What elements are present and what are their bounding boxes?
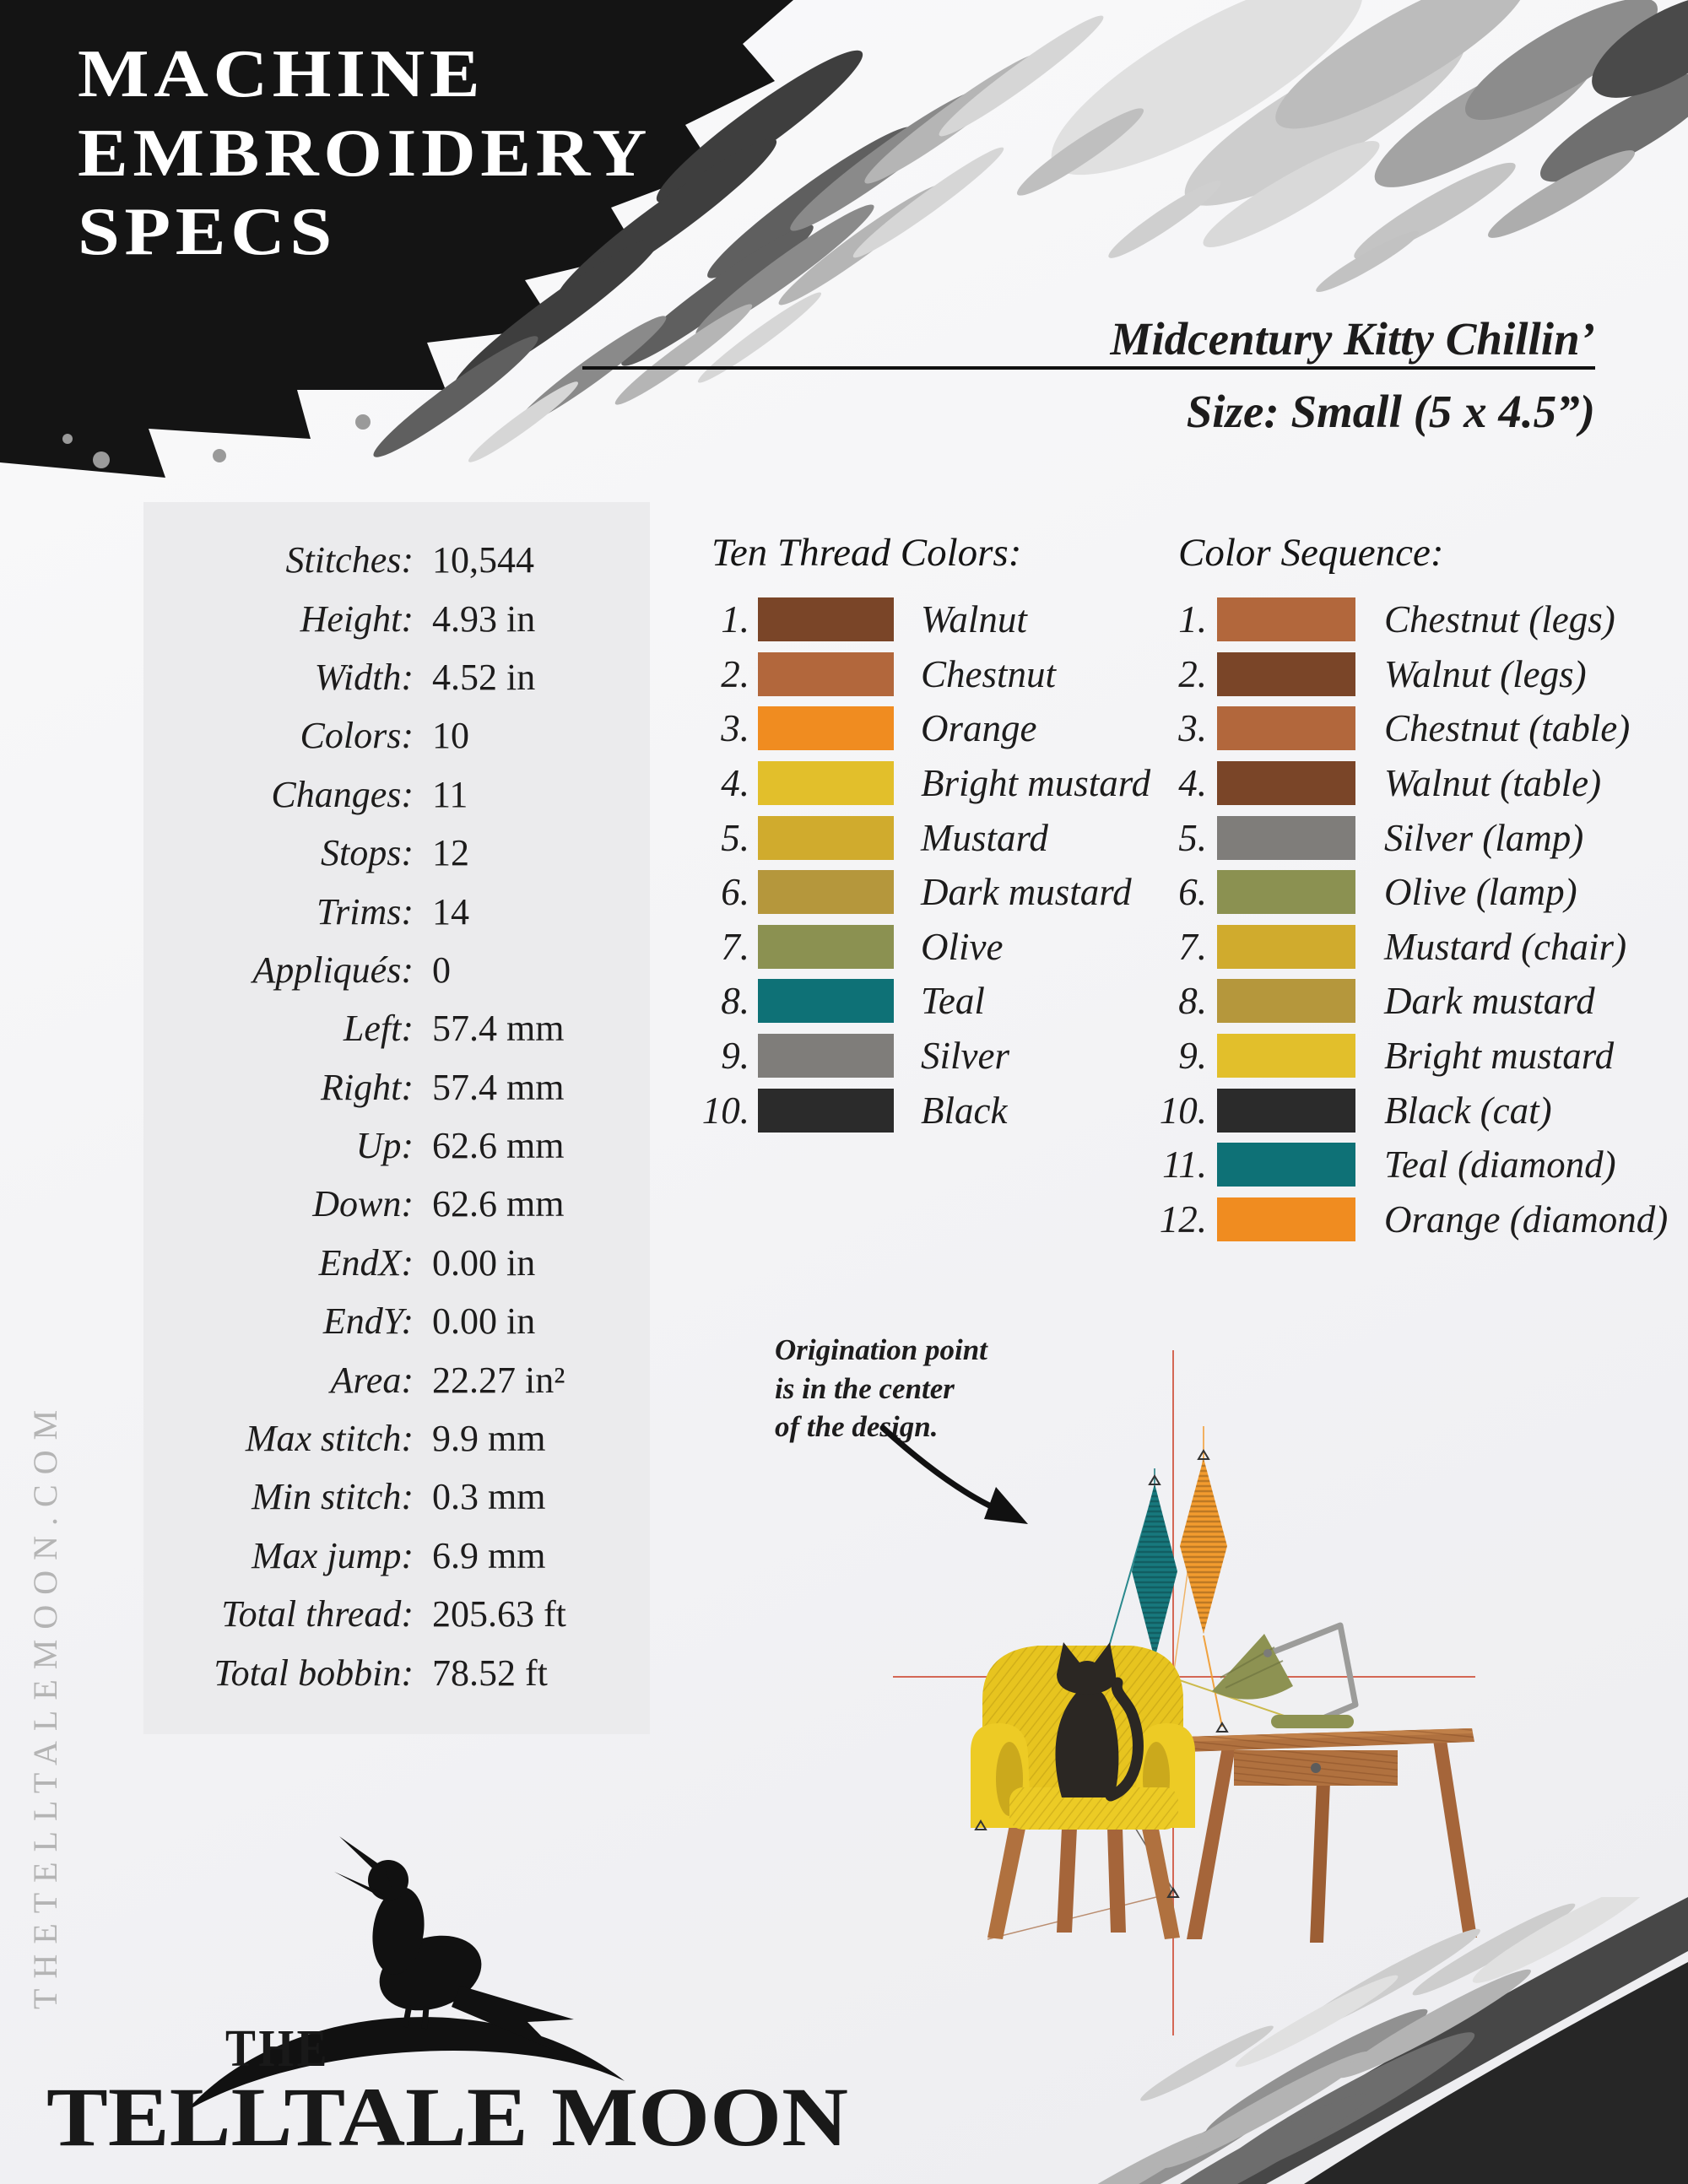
color-row bbox=[692, 756, 1150, 811]
color-swatch bbox=[758, 761, 894, 805]
stat-row bbox=[143, 706, 650, 765]
color-row bbox=[1141, 810, 1668, 865]
stat-value: 6.9 mm bbox=[432, 1534, 546, 1576]
brand-logo bbox=[34, 1831, 878, 2169]
stat-row bbox=[143, 941, 650, 999]
color-row bbox=[692, 647, 1150, 702]
page-title-line-1: MACHINE bbox=[78, 37, 485, 111]
teal-diamond bbox=[1132, 1468, 1177, 1659]
stat-label: Stops: bbox=[321, 832, 414, 874]
stat-value: 62.6 mm bbox=[432, 1183, 565, 1225]
logo-name: TELLTALE MOON bbox=[46, 2070, 849, 2164]
stat-row bbox=[143, 1643, 650, 1701]
color-row-number: 2. bbox=[721, 652, 749, 695]
stat-row bbox=[143, 824, 650, 882]
color-row-number: 6. bbox=[721, 871, 749, 914]
color-row-name: Olive (lamp) bbox=[1384, 871, 1577, 914]
color-swatch bbox=[1217, 1034, 1355, 1078]
stat-label: Stitches: bbox=[285, 539, 414, 581]
color-swatch bbox=[1217, 1197, 1355, 1241]
color-row-name: Bright mustard bbox=[1384, 1035, 1615, 1078]
logo-the: THE bbox=[225, 2020, 330, 2078]
color-swatch bbox=[758, 597, 894, 641]
stat-value: 10,544 bbox=[432, 539, 534, 581]
color-row bbox=[692, 592, 1150, 647]
color-swatch bbox=[1217, 1089, 1355, 1133]
color-row-number: 9. bbox=[721, 1035, 749, 1078]
color-swatch bbox=[1217, 706, 1355, 750]
stat-label: Right: bbox=[321, 1066, 414, 1108]
color-row bbox=[692, 1083, 1150, 1138]
thread-colors-heading: Ten Thread Colors: bbox=[711, 531, 1022, 575]
stat-label: Total thread: bbox=[221, 1593, 414, 1635]
stats-panel bbox=[143, 502, 650, 1734]
stat-value: 14 bbox=[432, 890, 469, 933]
stat-row bbox=[143, 531, 650, 589]
arrow-icon bbox=[883, 1428, 1028, 1524]
stat-row bbox=[143, 765, 650, 824]
stat-value: 62.6 mm bbox=[432, 1125, 565, 1167]
color-row-number: 12. bbox=[1159, 1197, 1207, 1241]
color-row bbox=[692, 810, 1150, 865]
color-swatch bbox=[1217, 979, 1355, 1023]
color-swatch bbox=[758, 1089, 894, 1133]
color-swatch bbox=[1217, 870, 1355, 914]
color-row-name: Walnut bbox=[921, 598, 1027, 641]
stat-row bbox=[143, 1468, 650, 1526]
color-row-name: Teal bbox=[921, 980, 985, 1023]
color-swatch bbox=[1217, 597, 1355, 641]
stat-label: Appliqués: bbox=[252, 949, 414, 991]
stat-label: Trims: bbox=[316, 890, 414, 933]
color-row-name: Orange (diamond) bbox=[1384, 1197, 1669, 1241]
color-row-number: 3. bbox=[1178, 707, 1207, 750]
color-row-name: Olive bbox=[921, 925, 1004, 968]
stat-label: Up: bbox=[355, 1125, 414, 1167]
color-row-number: 10. bbox=[1159, 1089, 1207, 1132]
color-row bbox=[692, 1029, 1150, 1084]
stat-value: 22.27 in² bbox=[432, 1359, 565, 1401]
color-row bbox=[692, 701, 1150, 756]
color-row bbox=[1141, 1029, 1668, 1084]
color-row-name: Black (cat) bbox=[1384, 1089, 1552, 1132]
color-row-number: 2. bbox=[1178, 652, 1207, 695]
stat-value: 12 bbox=[432, 832, 469, 874]
color-swatch bbox=[1217, 652, 1355, 696]
website-vertical-text: THETELLTALEMOON.COM bbox=[26, 1399, 64, 2010]
stat-label: Down: bbox=[312, 1183, 414, 1225]
color-row-name: Chestnut (legs) bbox=[1384, 598, 1615, 641]
color-row-name: Teal (diamond) bbox=[1384, 1143, 1616, 1187]
color-row-name: Mustard bbox=[921, 816, 1048, 859]
color-row bbox=[1141, 974, 1668, 1029]
origination-note-line-2: is in the center bbox=[775, 1371, 955, 1405]
stat-value: 9.9 mm bbox=[432, 1418, 546, 1460]
color-row-number: 7. bbox=[1178, 925, 1207, 968]
color-row-number: 8. bbox=[721, 980, 749, 1023]
color-swatch bbox=[758, 652, 894, 696]
color-row-name: Chestnut (table) bbox=[1384, 707, 1631, 750]
stat-row bbox=[143, 1409, 650, 1468]
stat-value: 205.63 ft bbox=[432, 1593, 566, 1635]
stat-label: EndY: bbox=[322, 1300, 414, 1343]
thread-colors-list bbox=[692, 592, 1150, 1138]
color-row bbox=[1141, 865, 1668, 920]
page-title-line-2: EMBROIDERY bbox=[78, 116, 652, 191]
stat-value: 0 bbox=[432, 949, 451, 991]
origination-note-line-3: of the design. bbox=[775, 1410, 939, 1443]
footer-brush-art bbox=[971, 1897, 1688, 2184]
color-row bbox=[1141, 1083, 1668, 1138]
color-swatch bbox=[758, 979, 894, 1023]
color-row-name: Dark mustard bbox=[1384, 980, 1595, 1023]
stats-list bbox=[143, 531, 650, 1702]
color-swatch bbox=[758, 870, 894, 914]
stat-value: 57.4 mm bbox=[432, 1066, 565, 1108]
color-row-number: 7. bbox=[721, 925, 749, 968]
stat-label: Area: bbox=[330, 1359, 414, 1401]
stat-value: 10 bbox=[432, 715, 469, 757]
color-row bbox=[692, 865, 1150, 920]
stat-row bbox=[143, 1234, 650, 1292]
color-row bbox=[1141, 592, 1668, 647]
color-row-name: Silver bbox=[921, 1035, 1009, 1078]
color-row-number: 6. bbox=[1178, 871, 1207, 914]
stat-label: Colors: bbox=[300, 715, 414, 757]
color-row bbox=[692, 920, 1150, 975]
stat-label: EndX: bbox=[318, 1241, 414, 1284]
design-size: Size: Small (5 x 4.5”) bbox=[1186, 386, 1595, 437]
color-row-number: 1. bbox=[721, 598, 749, 641]
stat-row bbox=[143, 1058, 650, 1116]
color-row bbox=[1141, 701, 1668, 756]
color-swatch bbox=[758, 706, 894, 750]
color-row bbox=[1141, 756, 1668, 811]
color-sequence-heading: Color Sequence: bbox=[1178, 531, 1444, 575]
color-swatch bbox=[1217, 761, 1355, 805]
color-row-number: 10. bbox=[701, 1089, 749, 1132]
page-title-line-3: SPECS bbox=[78, 195, 337, 270]
stat-value: 0.3 mm bbox=[432, 1476, 546, 1518]
color-swatch bbox=[1217, 1143, 1355, 1187]
color-swatch bbox=[758, 925, 894, 969]
stat-label: Min stitch: bbox=[252, 1476, 414, 1518]
origination-note-line-1: Origination point bbox=[775, 1333, 987, 1366]
color-row bbox=[1141, 1138, 1668, 1192]
design-title: Midcentury Kitty Chillin’ bbox=[1110, 313, 1595, 365]
stat-value: 0.00 in bbox=[432, 1300, 536, 1343]
color-row-name: Dark mustard bbox=[921, 871, 1132, 914]
stat-value: 4.93 in bbox=[432, 597, 536, 640]
color-row bbox=[1141, 647, 1668, 702]
color-row-number: 3. bbox=[721, 707, 749, 750]
stat-label: Changes: bbox=[271, 773, 414, 815]
color-sequence-list bbox=[1141, 592, 1668, 1246]
color-row-name: Black bbox=[921, 1089, 1008, 1132]
color-row-number: 4. bbox=[721, 762, 749, 805]
stat-label: Max jump: bbox=[252, 1534, 414, 1576]
color-row-name: Mustard (chair) bbox=[1384, 925, 1627, 968]
color-row-number: 5. bbox=[1178, 816, 1207, 859]
color-row bbox=[1141, 1192, 1668, 1247]
orange-diamond bbox=[1180, 1426, 1227, 1634]
color-swatch bbox=[758, 1034, 894, 1078]
stat-label: Height: bbox=[300, 597, 414, 640]
color-row-name: Orange bbox=[921, 707, 1037, 750]
color-row-name: Bright mustard bbox=[921, 762, 1151, 805]
stat-row bbox=[143, 999, 650, 1057]
page-title bbox=[78, 35, 652, 273]
color-row-number: 5. bbox=[721, 816, 749, 859]
stat-row bbox=[143, 1292, 650, 1350]
stat-row bbox=[143, 1175, 650, 1233]
color-row-name: Silver (lamp) bbox=[1384, 816, 1584, 859]
stat-value: 4.52 in bbox=[432, 656, 536, 698]
stat-label: Width: bbox=[314, 656, 414, 698]
stat-value: 78.52 ft bbox=[432, 1652, 548, 1694]
stat-row bbox=[143, 1350, 650, 1408]
color-row-name: Chestnut bbox=[921, 652, 1057, 695]
color-row-number: 4. bbox=[1178, 762, 1207, 805]
stat-label: Max stitch: bbox=[245, 1418, 414, 1460]
stat-value: 57.4 mm bbox=[432, 1008, 565, 1050]
stat-row bbox=[143, 589, 650, 647]
color-row-name: Walnut (legs) bbox=[1384, 652, 1587, 695]
stat-row bbox=[143, 1116, 650, 1175]
stat-row bbox=[143, 1527, 650, 1585]
stat-row bbox=[143, 648, 650, 706]
stat-label: Left: bbox=[343, 1008, 414, 1050]
color-row-number: 9. bbox=[1178, 1035, 1207, 1078]
color-swatch bbox=[758, 816, 894, 860]
color-row-number: 8. bbox=[1178, 980, 1207, 1023]
stat-value: 0.00 in bbox=[432, 1241, 536, 1284]
stat-label: Total bobbin: bbox=[214, 1652, 414, 1694]
stat-row bbox=[143, 882, 650, 940]
color-row-number: 1. bbox=[1178, 598, 1207, 641]
color-row bbox=[1141, 920, 1668, 975]
color-row-name: Walnut (table) bbox=[1384, 762, 1602, 805]
stat-row bbox=[143, 1585, 650, 1643]
stat-value: 11 bbox=[432, 773, 468, 815]
title-divider bbox=[582, 366, 1595, 370]
color-row-number: 11. bbox=[1162, 1143, 1207, 1187]
color-swatch bbox=[1217, 925, 1355, 969]
color-swatch bbox=[1217, 816, 1355, 860]
color-row bbox=[692, 974, 1150, 1029]
